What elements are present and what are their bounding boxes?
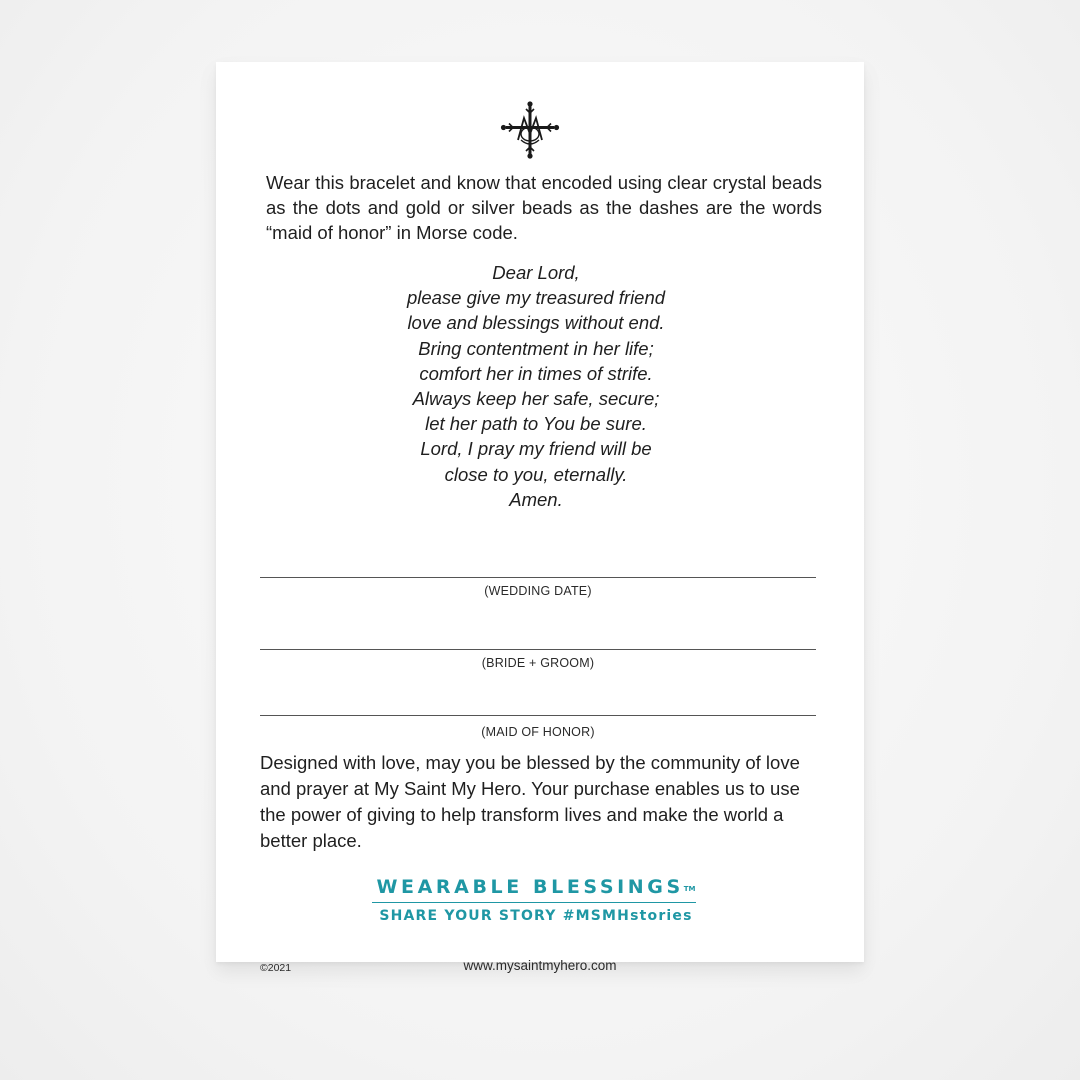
website-url: www.mysaintmyhero.com (463, 958, 617, 973)
copyright-notice: ©2021 (260, 962, 292, 974)
maid-of-honor-line (260, 715, 816, 716)
maid-of-honor-label: (MAID OF HONOR) (481, 725, 595, 739)
prayer-card (216, 62, 864, 974)
brand-title-text: WEARABLE BLESSINGS (376, 876, 684, 898)
bride-groom-label: (BRIDE + GROOM) (481, 656, 595, 670)
brand-logo (366, 874, 706, 925)
prayer-line: close to you, eternally. (444, 463, 628, 485)
trademark-mark: TM (683, 885, 696, 893)
prayer-line: let her path to You be sure. (425, 413, 647, 435)
brand-divider (372, 902, 696, 903)
brand-tagline: SHARE YOUR STORY #MSMHstories (379, 908, 693, 924)
bride-groom-line (260, 649, 816, 650)
prayer-line: love and blessings without end. (407, 312, 665, 334)
prayer-line: comfort her in times of strife. (419, 362, 653, 384)
intro-paragraph: Wear this bracelet and know that encoded using clear crystal beads as the dots and gold or silver beads as the dashes are the words “maid of honor” in Morse code. (266, 172, 822, 243)
wedding-date-line (260, 577, 816, 578)
prayer-line: please give my treasured friend (406, 287, 666, 309)
prayer-line: Lord, I pray my friend will be (420, 438, 652, 460)
prayer-line: Dear Lord, (492, 262, 580, 283)
prayer-poem (316, 260, 756, 512)
closing-paragraph: Designed with love, may you be blessed by the community of love and prayer at My Saint My Hero. Your purchase enables us to use the power of giving to help transform lives and make the world a better place. (260, 752, 800, 851)
prayer-line: Bring contentment in her life; (418, 337, 654, 359)
prayer-line: Always keep her safe, secure; (412, 388, 660, 410)
brand-title (366, 874, 706, 900)
prayer-line: Amen. (509, 488, 563, 510)
wedding-date-label: (WEDDING DATE) (484, 584, 592, 598)
marian-cross-monogram-icon (500, 100, 560, 160)
